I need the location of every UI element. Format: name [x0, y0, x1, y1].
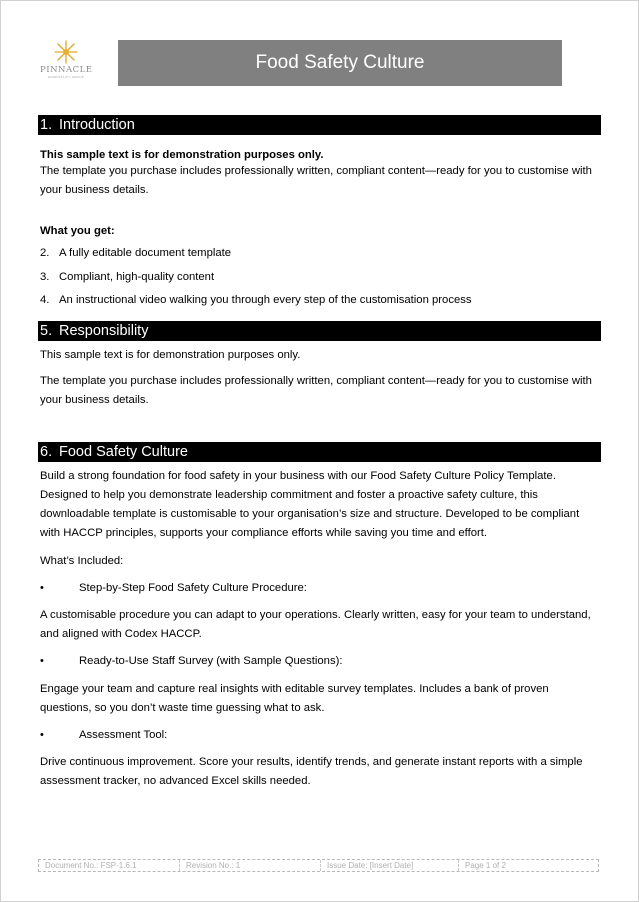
- culture-intro-paragraph: Build a strong foundation for food safety in your business with our Food Safety Culture Policy Template. Designed to help you demonstrate leadership commitment and foster a proactive safety culture, this downloadable template is customisable to your organisation’s size and structure. Developed to be compliant with HACCP principles, supports your compliance efforts while saving you time and effort.: [40, 470, 580, 539]
- bullet-heading: Assessment Tool:: [79, 729, 168, 741]
- footer-document-number: Document No.: FSP-1.6.1: [39, 860, 180, 871]
- section-heading-food-safety-culture: [38, 442, 601, 462]
- bullet-description: Engage your team and capture real insights with editable survey templates. Includes a bank of proven questions, so you don’t waste time guessing what to ask.: [40, 683, 549, 714]
- section-heading-responsibility: [38, 321, 601, 341]
- section-number: 1.: [40, 117, 53, 133]
- what-you-get-label: What you get:: [40, 225, 115, 237]
- section-title: Food Safety Culture: [59, 444, 188, 460]
- bullet-heading: Ready-to-Use Staff Survey (with Sample Questions):: [79, 655, 343, 667]
- bullet: •: [40, 655, 44, 667]
- list-item: 4. An instructional video walking you through every step of the customisation process: [40, 294, 472, 306]
- footer-page-number: Page 1 of 2: [465, 861, 506, 870]
- company-logo: [40, 40, 92, 84]
- star-burst-icon: [53, 40, 79, 64]
- footer-revision: Revision No.: 1: [180, 860, 321, 871]
- logo-name: PINNACLE: [40, 65, 93, 75]
- bullet-description: A customisable procedure you can adapt to your operations. Clearly written, easy for your team to understand, and aligned with Codex HACCP.: [40, 609, 591, 640]
- section-number: 5.: [40, 323, 53, 339]
- responsibility-sample-line: This sample text is for demonstration purposes only.: [40, 349, 301, 361]
- footer-issue-date: Issue Date: [Insert Date]: [321, 860, 459, 871]
- document-title: Food Safety Culture: [118, 40, 562, 86]
- section-heading-introduction: [38, 115, 601, 135]
- list-item: 3. Compliant, high-quality content: [40, 271, 215, 283]
- bullet: •: [40, 729, 44, 741]
- section-title: Introduction: [59, 117, 135, 133]
- bullet: •: [40, 582, 44, 594]
- document-footer: [38, 859, 599, 872]
- responsibility-paragraph: The template you purchase includes professionally written, compliant content—ready for you to customise with your business details.: [40, 375, 592, 406]
- bullet-heading: Step-by-Step Food Safety Culture Procedure:: [79, 582, 307, 594]
- logo-tagline: HOSPITALITY GROUP: [47, 75, 85, 79]
- bullet-description: Drive continuous improvement. Score your results, identify trends, and generate instant reports with a simple assessment tracker, no advanced Excel skills needed.: [40, 756, 583, 787]
- sample-notice: This sample text is for demonstration purposes only.: [40, 149, 324, 161]
- section-title: Responsibility: [59, 323, 149, 339]
- section-number: 6.: [40, 444, 53, 460]
- whats-included-label: What’s Included:: [40, 555, 124, 567]
- list-item: 2. A fully editable document template: [40, 247, 232, 259]
- intro-paragraph: The template you purchase includes professionally written, compliant content—ready for you to customise with your business details.: [40, 165, 592, 196]
